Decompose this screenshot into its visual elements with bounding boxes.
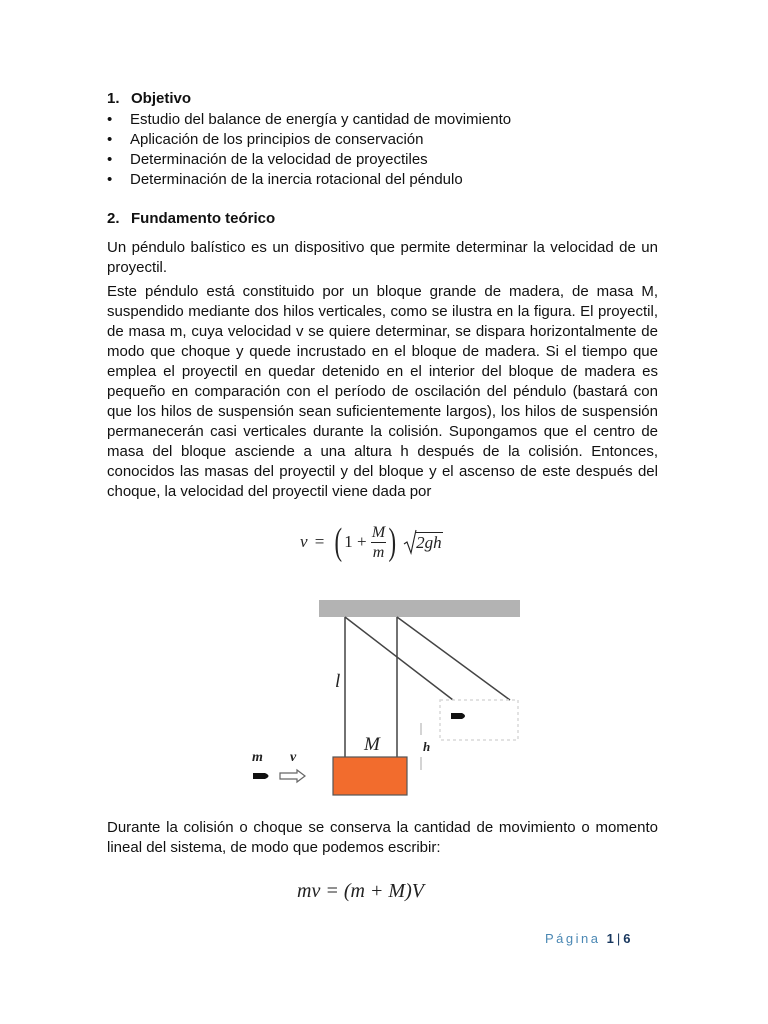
- swung-right-string: [397, 617, 510, 700]
- section-1-title: Objetivo: [131, 90, 192, 107]
- footer-separator: |: [616, 931, 621, 946]
- section-2-title: Fundamento teórico: [131, 210, 276, 227]
- list-item: [107, 130, 511, 150]
- bullet-glyph: •: [107, 111, 113, 128]
- wood-block: [333, 757, 407, 795]
- section-1-number: 1.: [107, 90, 120, 107]
- ceiling-support: [319, 600, 520, 617]
- bullet-icon: [253, 773, 269, 779]
- footer-page-word: Página: [545, 931, 601, 946]
- list-item: [107, 110, 511, 130]
- objective-text: Determinación de la velocidad de proyectiles: [130, 151, 428, 168]
- eq-plus: +: [357, 532, 367, 551]
- eq-numerator: M: [371, 523, 386, 541]
- paragraph-intro: Un péndulo balístico es un dispositivo que permite determinar la velocidad de un proyectil.: [107, 239, 658, 276]
- swung-block-outline: [440, 700, 518, 740]
- eq-radicand: 2gh: [416, 532, 442, 552]
- bullet-mass-label: m: [252, 750, 263, 765]
- paragraph-description: Este péndulo está constituido por un bloque grande de madera, de masa M, suspendido mediante dos hilos verticales, como se ilustra en la figura. El proyectil, de masa m, cuya velocidad v se quiere determinar, se dispara horizontalmente de modo que choque y quede incrustado en el bloque de madera. Si el tiempo que emplea el proyectil en quedar detenido en el interior del bloque de madera es pequeño en comparación con el período de oscilación del péndulo (bastará con que los hilos de suspensión sean suficientemente largos), los hilos de suspensión permanecerán casi verticales durante la colisión. Supongamos que el centro de masa del bloque asciende a una altura h después de la colisión. Entonces, conocidos las masas del proyectil y del bloque y el ascenso de este después del choque, la velocidad del proyectil viene dada por: [107, 283, 658, 500]
- eq-one: 1: [344, 532, 353, 551]
- objective-text: Estudio del balance de energía y cantidad de movimiento: [130, 111, 512, 128]
- paragraph-momentum: Durante la colisión o choque se conserva la cantidad de movimiento o momento lineal del sistema, de modo que podemos escribir:: [107, 819, 658, 856]
- page-footer: [545, 931, 630, 946]
- objectives-list: [107, 110, 511, 190]
- bullet-velocity-label: v: [290, 750, 297, 765]
- bullet-glyph: •: [107, 151, 113, 168]
- footer-total-pages: 6: [623, 931, 631, 946]
- ballistic-pendulum-figure: [245, 595, 530, 800]
- bullet-glyph: •: [107, 171, 113, 188]
- momentum-equation: mv = (m + M)V: [297, 880, 424, 902]
- bullet-glyph: •: [107, 131, 113, 148]
- height-label: h: [423, 739, 431, 754]
- list-item: [107, 150, 511, 170]
- section-2-number: 2.: [107, 210, 120, 227]
- eq-sqrt: [403, 529, 443, 555]
- objective-text: Aplicación de los principios de conservación: [130, 131, 424, 148]
- footer-current-page: 1: [606, 931, 614, 946]
- section-2-heading: [107, 210, 275, 227]
- objective-text: Determinación de la inercia rotacional del péndulo: [130, 171, 463, 188]
- eq-equals: =: [314, 532, 325, 551]
- list-item: [107, 170, 511, 190]
- eq-fraction: [371, 523, 386, 562]
- embedded-bullet-icon: [451, 713, 465, 719]
- eq-lhs: v: [300, 532, 308, 551]
- swung-left-string: [345, 617, 453, 700]
- eq-right-paren: ): [388, 521, 397, 563]
- eq-denominator: m: [372, 543, 385, 561]
- block-mass-label: M: [364, 734, 380, 755]
- velocity-equation: [300, 520, 443, 570]
- string-length-label: l: [335, 671, 341, 692]
- eq-left-paren: (: [334, 521, 342, 563]
- velocity-arrow-icon: [280, 770, 305, 782]
- section-1-heading: [107, 90, 191, 107]
